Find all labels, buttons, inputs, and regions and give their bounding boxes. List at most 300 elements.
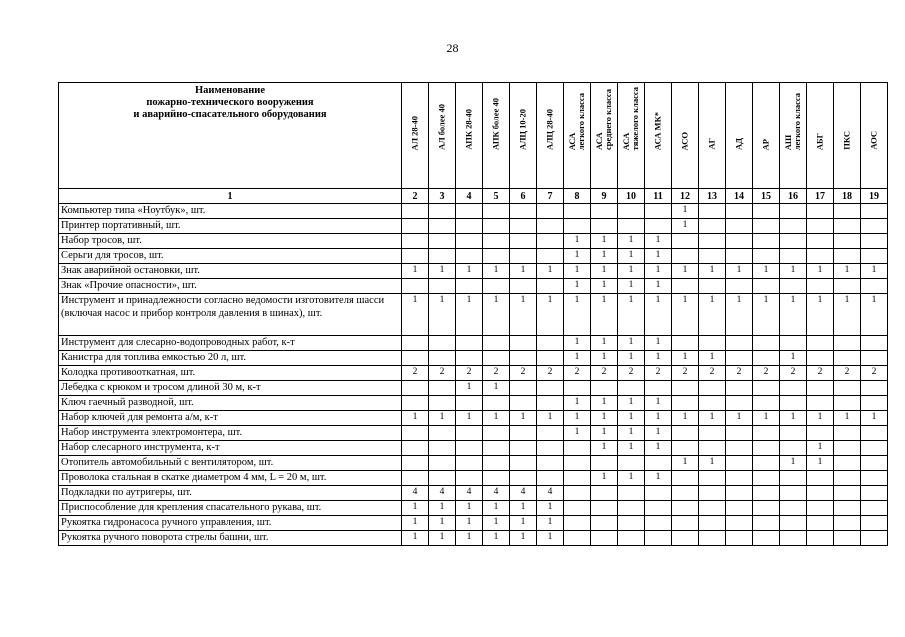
quantity-cell: 1 — [834, 264, 861, 279]
quantity-cell: 1 — [402, 411, 429, 426]
quantity-cell — [780, 336, 807, 351]
quantity-cell — [564, 456, 591, 471]
column-number: 13 — [699, 189, 726, 204]
column-number: 9 — [591, 189, 618, 204]
quantity-cell: 1 — [807, 411, 834, 426]
quantity-cell — [429, 351, 456, 366]
quantity-cell — [456, 456, 483, 471]
quantity-cell: 1 — [483, 516, 510, 531]
column-header-line: АСО — [679, 131, 690, 150]
quantity-cell — [807, 204, 834, 219]
quantity-cell — [807, 501, 834, 516]
quantity-cell: 1 — [537, 264, 564, 279]
quantity-cell — [861, 501, 888, 516]
quantity-cell — [483, 351, 510, 366]
quantity-cell: 1 — [726, 264, 753, 279]
quantity-cell: 2 — [483, 366, 510, 381]
quantity-cell — [591, 204, 618, 219]
quantity-cell — [645, 204, 672, 219]
quantity-cell — [861, 396, 888, 411]
quantity-cell: 1 — [861, 411, 888, 426]
quantity-cell: 1 — [537, 516, 564, 531]
quantity-cell: 1 — [510, 411, 537, 426]
quantity-cell — [510, 336, 537, 351]
column-number: 10 — [618, 189, 645, 204]
quantity-cell — [618, 486, 645, 501]
quantity-cell — [456, 249, 483, 264]
quantity-cell — [807, 396, 834, 411]
quantity-cell — [861, 456, 888, 471]
quantity-cell — [780, 426, 807, 441]
column-header — [591, 83, 618, 189]
column-number: 15 — [753, 189, 780, 204]
column-header — [456, 83, 483, 189]
quantity-cell: 4 — [510, 486, 537, 501]
quantity-cell: 1 — [591, 471, 618, 486]
quantity-cell — [591, 516, 618, 531]
column-number-row — [59, 189, 888, 204]
item-name: Колодка противооткатная, шт. — [59, 366, 402, 381]
column-header — [510, 83, 537, 189]
quantity-cell — [402, 381, 429, 396]
quantity-cell — [726, 456, 753, 471]
table-row — [59, 279, 888, 294]
quantity-cell: 1 — [618, 471, 645, 486]
quantity-cell: 1 — [834, 294, 861, 336]
page-number: 28 — [446, 41, 459, 55]
quantity-cell: 1 — [591, 441, 618, 456]
column-number: 5 — [483, 189, 510, 204]
table-row — [59, 294, 888, 336]
column-header — [483, 83, 510, 189]
quantity-cell — [726, 426, 753, 441]
quantity-cell — [753, 396, 780, 411]
quantity-cell — [861, 351, 888, 366]
quantity-cell: 1 — [672, 204, 699, 219]
quantity-cell: 1 — [591, 294, 618, 336]
quantity-cell — [510, 456, 537, 471]
quantity-cell — [402, 234, 429, 249]
quantity-cell — [483, 219, 510, 234]
column-header-text — [870, 131, 879, 150]
equipment-table — [58, 82, 888, 546]
quantity-cell — [564, 501, 591, 516]
quantity-cell: 1 — [645, 279, 672, 294]
quantity-cell: 1 — [510, 264, 537, 279]
quantity-cell: 1 — [564, 351, 591, 366]
quantity-cell: 1 — [429, 531, 456, 546]
quantity-cell — [780, 471, 807, 486]
quantity-cell: 2 — [699, 366, 726, 381]
column-header-line: среднего класса — [603, 89, 613, 150]
quantity-cell: 1 — [510, 294, 537, 336]
column-number: 1 — [59, 189, 402, 204]
quantity-cell: 1 — [645, 234, 672, 249]
quantity-cell: 1 — [456, 381, 483, 396]
quantity-cell: 1 — [402, 501, 429, 516]
table-row — [59, 426, 888, 441]
quantity-cell — [537, 336, 564, 351]
quantity-cell — [537, 396, 564, 411]
quantity-cell — [618, 204, 645, 219]
quantity-cell — [510, 249, 537, 264]
quantity-cell — [537, 441, 564, 456]
quantity-cell — [726, 531, 753, 546]
quantity-cell — [456, 204, 483, 219]
quantity-cell — [537, 204, 564, 219]
quantity-cell — [510, 441, 537, 456]
quantity-cell: 2 — [753, 366, 780, 381]
quantity-cell: 1 — [564, 294, 591, 336]
quantity-cell — [753, 471, 780, 486]
quantity-cell — [807, 486, 834, 501]
quantity-cell — [834, 234, 861, 249]
quantity-cell — [780, 234, 807, 249]
quantity-cell: 1 — [510, 516, 537, 531]
quantity-cell — [834, 219, 861, 234]
quantity-cell: 1 — [807, 294, 834, 336]
quantity-cell: 1 — [510, 531, 537, 546]
column-header-text — [622, 87, 640, 150]
quantity-cell — [861, 426, 888, 441]
quantity-cell: 1 — [699, 456, 726, 471]
quantity-cell — [726, 249, 753, 264]
quantity-cell: 1 — [591, 249, 618, 264]
quantity-cell — [780, 531, 807, 546]
quantity-cell — [834, 486, 861, 501]
quantity-cell — [456, 351, 483, 366]
quantity-cell — [699, 204, 726, 219]
column-header — [672, 83, 699, 189]
quantity-cell: 1 — [780, 294, 807, 336]
column-header-line: АЛЦ 10-20 — [517, 108, 528, 150]
quantity-cell — [456, 234, 483, 249]
quantity-cell — [618, 219, 645, 234]
item-name: Инструмент и принадлежности согласно ведомости изготовителя шасси (включая насос и прибор контроля давления в шинах), шт. — [59, 294, 402, 336]
quantity-cell — [456, 396, 483, 411]
item-name: Подкладки по аутригеры, шт. — [59, 486, 402, 501]
column-header-line: АПК более 40 — [490, 97, 501, 150]
quantity-cell — [699, 234, 726, 249]
quantity-cell — [807, 279, 834, 294]
quantity-cell — [699, 486, 726, 501]
quantity-cell — [834, 396, 861, 411]
quantity-cell — [834, 456, 861, 471]
quantity-cell: 1 — [807, 264, 834, 279]
column-header-line: тяжелого класса — [630, 86, 640, 150]
quantity-cell — [753, 426, 780, 441]
quantity-cell: 1 — [807, 441, 834, 456]
quantity-cell: 1 — [618, 441, 645, 456]
quantity-cell — [510, 219, 537, 234]
quantity-cell — [456, 471, 483, 486]
quantity-cell — [780, 219, 807, 234]
quantity-cell: 1 — [456, 501, 483, 516]
quantity-cell: 2 — [456, 366, 483, 381]
quantity-cell — [645, 486, 672, 501]
quantity-cell: 1 — [726, 294, 753, 336]
name-header-line: Наименование — [195, 85, 265, 96]
table-row — [59, 234, 888, 249]
quantity-cell — [726, 441, 753, 456]
quantity-cell: 1 — [591, 351, 618, 366]
name-header-line: и аварийно-спасательного оборудования — [133, 109, 327, 120]
quantity-cell — [834, 336, 861, 351]
column-header-text — [438, 104, 447, 150]
quantity-cell — [618, 531, 645, 546]
column-header-line: АСА — [594, 132, 604, 150]
table-row — [59, 204, 888, 219]
quantity-cell: 2 — [861, 366, 888, 381]
quantity-cell — [780, 249, 807, 264]
table-row — [59, 456, 888, 471]
column-header-line: АД — [733, 138, 744, 150]
quantity-cell: 1 — [672, 294, 699, 336]
quantity-cell: 2 — [618, 366, 645, 381]
quantity-cell: 1 — [483, 264, 510, 279]
table-row — [59, 471, 888, 486]
quantity-cell: 1 — [402, 516, 429, 531]
quantity-cell — [564, 219, 591, 234]
quantity-cell — [672, 516, 699, 531]
quantity-cell — [429, 471, 456, 486]
quantity-cell: 1 — [780, 411, 807, 426]
quantity-cell — [726, 219, 753, 234]
quantity-cell — [726, 516, 753, 531]
quantity-cell — [780, 501, 807, 516]
quantity-cell — [861, 381, 888, 396]
column-number: 18 — [834, 189, 861, 204]
quantity-cell — [564, 441, 591, 456]
column-number: 17 — [807, 189, 834, 204]
quantity-cell — [672, 279, 699, 294]
column-header-text — [735, 138, 744, 150]
quantity-cell: 1 — [564, 336, 591, 351]
quantity-cell: 1 — [537, 501, 564, 516]
quantity-cell — [834, 279, 861, 294]
column-header — [834, 83, 861, 189]
quantity-cell: 1 — [564, 426, 591, 441]
quantity-cell: 2 — [780, 366, 807, 381]
quantity-cell — [456, 279, 483, 294]
quantity-cell — [483, 456, 510, 471]
quantity-cell — [726, 501, 753, 516]
quantity-cell — [429, 249, 456, 264]
quantity-cell: 1 — [645, 396, 672, 411]
quantity-cell: 1 — [699, 264, 726, 279]
quantity-cell: 2 — [510, 366, 537, 381]
quantity-cell — [456, 441, 483, 456]
quantity-cell — [780, 486, 807, 501]
quantity-cell — [429, 204, 456, 219]
quantity-cell — [753, 441, 780, 456]
quantity-cell: 1 — [645, 264, 672, 279]
quantity-cell — [402, 219, 429, 234]
quantity-cell: 1 — [807, 456, 834, 471]
quantity-cell — [510, 396, 537, 411]
column-header-text — [519, 109, 528, 150]
column-number: 19 — [861, 189, 888, 204]
quantity-cell — [861, 234, 888, 249]
quantity-cell — [402, 204, 429, 219]
quantity-cell — [780, 381, 807, 396]
column-header-line: АЛ более 40 — [436, 104, 447, 150]
quantity-cell — [699, 336, 726, 351]
quantity-cell — [537, 351, 564, 366]
quantity-cell — [483, 249, 510, 264]
quantity-cell — [510, 471, 537, 486]
item-name: Знак «Прочие опасности», шт. — [59, 279, 402, 294]
quantity-cell: 1 — [645, 351, 672, 366]
quantity-cell — [726, 279, 753, 294]
table-row — [59, 351, 888, 366]
item-name: Знак аварийной остановки, шт. — [59, 264, 402, 279]
quantity-cell — [726, 351, 753, 366]
quantity-cell — [780, 396, 807, 411]
quantity-cell: 1 — [483, 294, 510, 336]
quantity-cell: 1 — [780, 351, 807, 366]
quantity-cell — [402, 426, 429, 441]
quantity-cell — [429, 441, 456, 456]
quantity-cell — [753, 486, 780, 501]
quantity-cell — [834, 501, 861, 516]
quantity-cell — [564, 531, 591, 546]
column-number: 6 — [510, 189, 537, 204]
table-row — [59, 336, 888, 351]
quantity-cell — [753, 381, 780, 396]
quantity-cell — [429, 219, 456, 234]
column-header — [645, 83, 672, 189]
quantity-cell: 1 — [645, 249, 672, 264]
quantity-cell: 1 — [645, 441, 672, 456]
quantity-cell — [483, 396, 510, 411]
quantity-cell — [591, 531, 618, 546]
quantity-cell: 1 — [834, 411, 861, 426]
quantity-cell — [861, 249, 888, 264]
column-header — [861, 83, 888, 189]
name-column-header — [59, 83, 402, 189]
quantity-cell — [591, 456, 618, 471]
quantity-cell: 1 — [672, 264, 699, 279]
quantity-cell — [699, 471, 726, 486]
quantity-cell — [672, 531, 699, 546]
column-header — [564, 83, 591, 189]
quantity-cell: 1 — [564, 396, 591, 411]
item-name: Приспособление для крепления спасательного рукава, шт. — [59, 501, 402, 516]
quantity-cell: 1 — [564, 234, 591, 249]
table-row — [59, 366, 888, 381]
quantity-cell — [861, 471, 888, 486]
quantity-cell: 1 — [483, 501, 510, 516]
quantity-cell: 1 — [591, 396, 618, 411]
quantity-cell — [672, 234, 699, 249]
column-number: 12 — [672, 189, 699, 204]
table-row — [59, 219, 888, 234]
quantity-cell: 1 — [537, 531, 564, 546]
item-name: Компьютер типа «Ноутбук», шт. — [59, 204, 402, 219]
quantity-cell: 1 — [456, 411, 483, 426]
quantity-cell: 1 — [483, 381, 510, 396]
quantity-cell — [753, 219, 780, 234]
quantity-cell — [645, 381, 672, 396]
quantity-cell: 1 — [402, 531, 429, 546]
item-name: Лебедка с крюком и тросом длиной 30 м, к-т — [59, 381, 402, 396]
quantity-cell — [753, 204, 780, 219]
quantity-cell — [807, 219, 834, 234]
quantity-cell — [834, 471, 861, 486]
column-header — [537, 83, 564, 189]
quantity-cell — [645, 531, 672, 546]
quantity-cell — [591, 381, 618, 396]
quantity-cell — [672, 336, 699, 351]
column-number: 4 — [456, 189, 483, 204]
quantity-cell — [429, 456, 456, 471]
quantity-cell: 1 — [591, 279, 618, 294]
quantity-cell — [510, 204, 537, 219]
quantity-cell — [537, 426, 564, 441]
quantity-cell: 1 — [564, 249, 591, 264]
quantity-cell: 2 — [429, 366, 456, 381]
quantity-cell — [726, 336, 753, 351]
quantity-cell: 2 — [564, 366, 591, 381]
quantity-cell: 1 — [780, 456, 807, 471]
column-header-line: АСА МК* — [652, 111, 663, 150]
quantity-cell: 2 — [726, 366, 753, 381]
column-header-text — [843, 131, 852, 150]
quantity-cell: 1 — [672, 411, 699, 426]
quantity-cell — [699, 531, 726, 546]
quantity-cell — [483, 336, 510, 351]
quantity-cell — [699, 501, 726, 516]
item-name: Набор инструмента электромонтера, шт. — [59, 426, 402, 441]
quantity-cell: 1 — [618, 426, 645, 441]
quantity-cell — [726, 234, 753, 249]
column-header-text — [784, 93, 802, 150]
quantity-cell — [402, 336, 429, 351]
quantity-cell — [537, 456, 564, 471]
quantity-cell — [483, 471, 510, 486]
quantity-cell — [807, 426, 834, 441]
item-name: Набор ключей для ремонта а/м, к-т — [59, 411, 402, 426]
quantity-cell: 2 — [591, 366, 618, 381]
quantity-cell — [753, 351, 780, 366]
quantity-cell — [564, 381, 591, 396]
quantity-cell — [807, 351, 834, 366]
quantity-cell — [699, 219, 726, 234]
column-number: 14 — [726, 189, 753, 204]
table-row — [59, 441, 888, 456]
quantity-cell — [834, 351, 861, 366]
quantity-cell — [645, 219, 672, 234]
quantity-cell: 4 — [537, 486, 564, 501]
quantity-cell — [456, 219, 483, 234]
quantity-cell — [726, 204, 753, 219]
quantity-cell: 1 — [753, 264, 780, 279]
quantity-cell: 1 — [645, 336, 672, 351]
quantity-cell: 1 — [510, 501, 537, 516]
quantity-cell: 1 — [483, 411, 510, 426]
item-name: Ключ гаечный разводной, шт. — [59, 396, 402, 411]
quantity-cell: 1 — [780, 264, 807, 279]
quantity-cell: 1 — [402, 264, 429, 279]
quantity-cell — [429, 426, 456, 441]
quantity-cell: 1 — [618, 411, 645, 426]
quantity-cell — [672, 486, 699, 501]
column-header-text — [708, 138, 717, 150]
quantity-cell — [645, 516, 672, 531]
column-header — [402, 83, 429, 189]
quantity-cell — [510, 351, 537, 366]
